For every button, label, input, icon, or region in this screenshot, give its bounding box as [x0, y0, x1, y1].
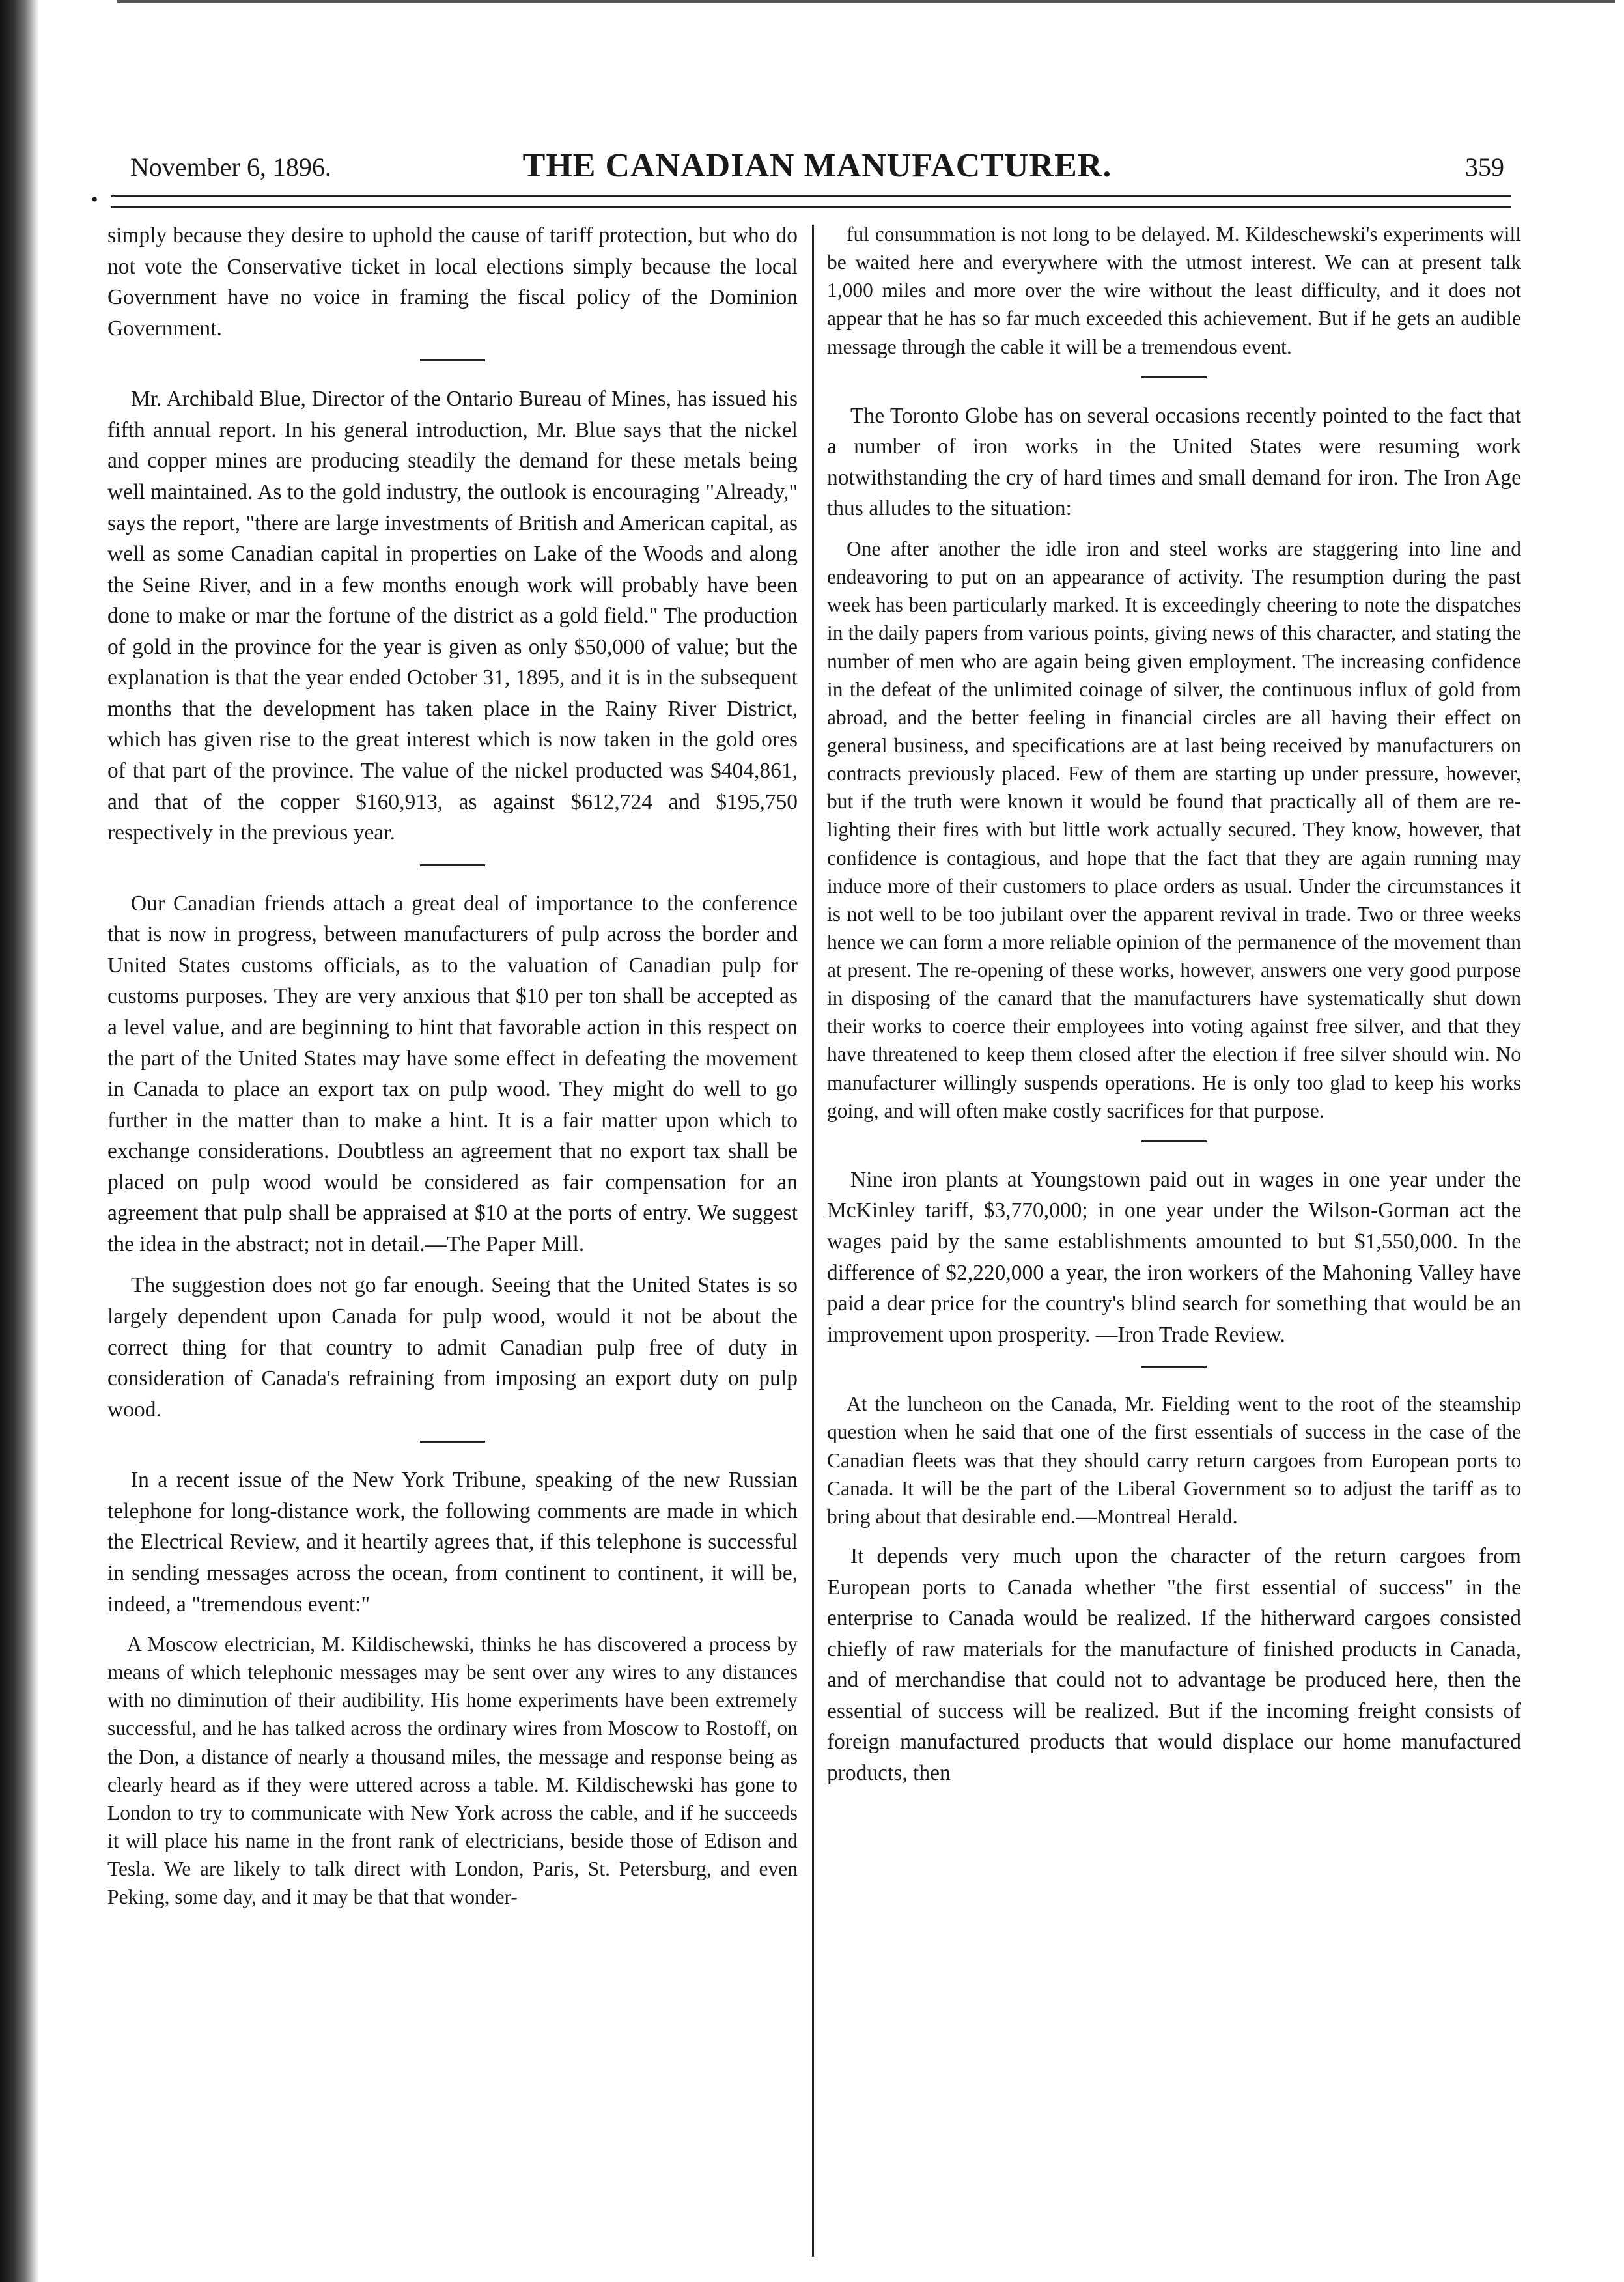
section-separator [1141, 1366, 1207, 1368]
page-number: 359 [1465, 152, 1504, 182]
paragraph-bureau-of-mines: Mr. Archibald Blue, Director of the Ontario Bureau of Mines, has issued his fifth annual report. In his general introduction, Mr. Blue says that the nickel and copper mines are producing steadily the demand for these metals being well maintained. As to the gold industry, the outlook is encouraging "Already," says the report, "there are large investments of British and American capital, as well as some Canadian capital in properties on Lake of the Woods and along the Seine River, and in a few months enough work will probably have been done to make or mar the fortune of the district as a gold field." The production of gold in the province for the year is given as only $50,000 of value; but the explanation is that the year ended October 31, 1895, and it is in the subsequent months that the development has taken place in the Rainy River District, which has given rise to the great interest which is now taken in the gold ores of that part of the province. The value of the nickel producted was $404,861, and that of the copper $160,913, as against $612,724 and $195,750 respectively in the previous year. [107, 387, 798, 845]
top-border-line [117, 0, 1615, 3]
paragraph-russian-telephone: In a recent issue of the New York Tribune, speaking of the new Russian telephone for long-distance work, the following comments are made in which the Electrical Review, and it heartily agrees that, if this telephone is successful in sending messages across the ocean, from continent to continent, it will be, indeed, a "tremendous event:" [107, 1468, 798, 1616]
section-separator [1141, 1140, 1207, 1142]
paragraph-toronto-globe: The Toronto Globe has on several occasions recently pointed to the fact that a number of iron works in the United States were resuming work notwithstanding the cry of hard times and small demand for iron. The Iron Age thus alludes to the situation: [827, 403, 1521, 521]
publication-title: THE CANADIAN MANUFACTURER. [522, 147, 1112, 184]
section-separator [420, 864, 485, 866]
paragraph-youngstown-wages: Nine iron plants at Youngstown paid out in wages in one year under the McKinley tariff, $3,770,000; in one year under the Wilson-Gorman act the wages paid by the same establishments amounted to but $1,550,000. In the difference of $2,220,000 a year, the iron workers of the Mahoning Valley have paid a dear price for the country's blind search for something that would be an improvement upon prosperity. —Iron Trade Review. [827, 1167, 1521, 1347]
paragraph-return-cargoes: It depends very much upon the character of the return cargoes from European ports to Canada whether "the first essential of success" in the enterprise to Canada would be realized. If the hitherward cargoes consisted chiefly of raw materials for the manufacture of finished products in Canada, and of merchandise that could not to advantage be produced here, then the essential of success will be realized. But if the incoming freight consists of foreign manufactured products that would displace our home manufactured products, then [827, 1543, 1521, 1785]
paragraph-pulp-conference: Our Canadian friends attach a great deal of importance to the conference that is now in progress, between manufacturers of pulp across the border and United States customs officials, as to the valuation of Canadian pulp for customs purposes. They are very anxious that $10 per ton shall be accepted as a level value, and are beginning to hint that favorable action in this respect on the part of the United States may have some effect in defeating the movement in Canada to place an export tax on pulp wood. They might do well to go further in the matter than to make a hint. It is a fair matter upon which to exchange considerations. Doubtless an agreement that no export tax shall be placed on pulp wood would be considered as fair compensation for an agreement that pulp shall be appraised at $10 at the ports of entry. We suggest the idea in the abstract; not in detail.—The Paper Mill. [107, 891, 798, 1256]
paragraph-telephone-continued: ful consummation is not long to be delayed. M. Kildeschewski's experiments will be waited here and everywhere with the utmost interest. We can at present talk 1,000 miles and more over the wire without the least difficulty, and it does not appear that he has so far much exceeded this achievement. But if he gets an audible message through the cable it will be a tremendous event. [827, 223, 1521, 358]
right-column [827, 220, 1521, 2265]
margin-dot: • [91, 189, 98, 210]
section-separator [420, 359, 485, 361]
paragraph-iron-age-quote: One after another the idle iron and steel works are staggering into line and endeavoring to put on an appearance of activity. The resumption during the past week has been particularly marked. It is exceedingly cheering to note the dispatches in the daily papers from various points, giving news of this character, and stating the number of men who are again being given employment. The increasing confidence in the defeat of the unlimited coinage of silver, the continuous influx of gold from abroad, and the better feeling in financial circles are all having their effect on general business, and specifications are at last being received by manufacturers on contracts previously placed. Few of them are starting up under pressure, however, but if the truth were known it would be found that practically all of them are re-lighting their fires with but little work actually secured. They know, however, that confidence is contagious, and hope that the fact that they are again running may induce more of their customers to place orders as usual. Under the circumstances it is not well to be too jubilant over the apparent revival in trade. Two or three weeks hence we can form a more reliable opinion of the permanence of the movement than at present. The re-opening of these works, however, answers one very good purpose in disposing of the canard that the manufacturers have systematically shut down their works to coerce their employees into voting against free silver, and that they have threatened to keep them closed after the election if free silver should win. No manufacturer willingly suspends operations. He is only too glad to keep his works going, and will often make costly sacrifices for that purpose. [827, 537, 1521, 1122]
paragraph-fielding-luncheon: At the luncheon on the Canada, Mr. Fielding went to the root of the steamship question when he said that one of the first essentials of success in the case of the Canadian fleets was that they should carry return cargoes from European ports to Canada. It will be the part of the Liberal Government so to adjust the tariff as to bring about that desirable end.—Montreal Herald. [827, 1392, 1521, 1528]
header-double-rule [111, 195, 1511, 208]
paragraph-tariff-protection: simply because they desire to uphold the cause of tariff protection, but who do not vote the Conservative ticket in local elections simply because the local Government have no voice in framing the fiscal policy of the Dominion Government. [107, 223, 798, 341]
paragraph-pulp-suggestion: The suggestion does not go far enough. Seeing that the United States is so largely dependent upon Canada for pulp wood, would it not be about the correct thing for that country to admit Canadian pulp free of duty in consideration of Canada's refraining from imposing an export duty on pulp wood. [107, 1273, 798, 1422]
left-column [107, 220, 798, 2265]
column-divider [812, 225, 814, 2257]
section-separator [1141, 376, 1207, 378]
page-header [130, 147, 1504, 192]
paragraph-moscow-electrician: A Moscow electrician, M. Kildischewski, thinks he has discovered a process by means of which telephonic messages may be sent over any wires to any distances with no diminution of their audibility. His home experiments have been extremely successful, and he has talked across the ordinary wires from Moscow to Rostoff, on the Don, a distance of nearly a thousand miles, the message and response being as clearly heard as if they were uttered across a table. M. Kildischewski has gone to London to try to communicate with New York across the cable, and if he succeeds it will place his name in the front rank of electricians, beside those of Edison and Tesla. We are likely to talk direct with London, Paris, St. Petersburg, and even Peking, some day, and it may be that that wonder- [107, 1633, 798, 1909]
issue-date: November 6, 1896. [130, 152, 331, 182]
scanned-page-edge [0, 0, 39, 2282]
section-separator [420, 1441, 485, 1443]
